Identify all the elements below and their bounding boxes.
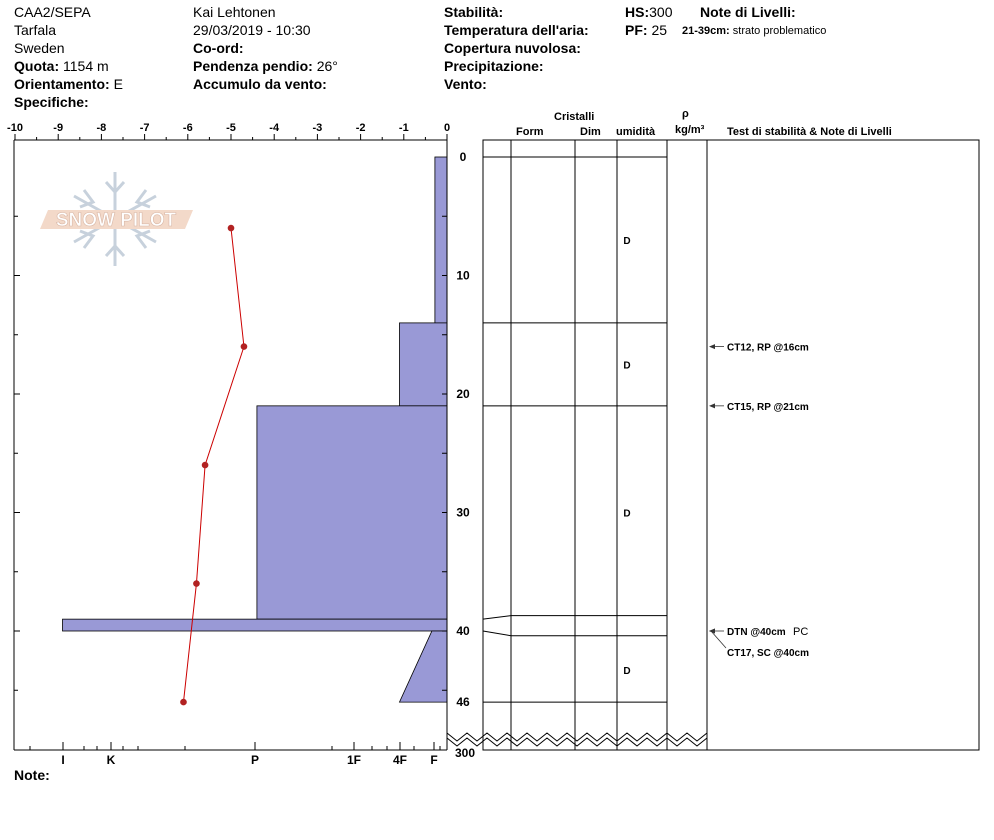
depth-tick-label: 20 [456,387,470,401]
moisture-value: D [623,666,631,678]
density-unit: kg/m³ [675,124,705,136]
country: Sweden [14,40,65,56]
moisture-header: umidità [616,126,656,138]
slope-value: 26° [316,58,338,74]
depth-tick-label: 30 [456,505,470,520]
hardness-label: P [250,753,260,767]
organization: CAA2/SEPA [14,4,91,20]
scale-break-line [447,733,707,741]
specifics-label: Specifiche: [14,94,89,110]
stability-test-label: CT15, RP @21cm [727,401,809,413]
depth-tick-label: 0 [459,150,467,164]
hardness-layer [399,631,447,702]
layer-note-text: strato problematico [732,25,827,37]
temp-tick-label: -8 [96,122,107,134]
observer: Kai Lehtonen [193,4,276,20]
stability-test-label: DTN @40cm [727,627,786,638]
hardness-label: 1F [346,753,362,767]
temperature-point [193,580,200,587]
hardness-layer [399,323,447,406]
wind-loading-label: Accumulo da vento: [193,76,327,92]
stability-test-label: CT12, RP @16cm [727,342,809,354]
hs-value: 300 [649,4,673,20]
temp-tick-label: -10 [7,122,23,134]
pf-value: 25 [651,22,668,38]
coords-label: Co-ord: [193,40,244,56]
hardness-layer [435,157,447,323]
stability-test-arrowhead [709,403,715,408]
wind-label: Vento: [444,76,487,92]
moisture-value: D [623,508,631,520]
scale-break-line [447,738,707,746]
form-header: Form [516,126,544,138]
datetime: 29/03/2019 - 10:30 [193,22,311,38]
depth-tick-label: 46 [456,695,470,710]
temp-tick-label: -4 [269,122,280,134]
location: Tarfala [14,22,57,38]
temp-tick-label: -1 [398,122,409,134]
slope-label: Pendenza pendio: [193,58,313,74]
air-temp-label: Temperatura dell'aria: [444,22,589,38]
moisture-value: D [623,235,631,247]
elevation-value: 1154 m [63,58,109,74]
elevation-label: Quota: [14,58,60,74]
temperature-point [241,343,248,350]
hardness-label: K [106,753,116,767]
layer-boundary-connector [483,631,511,636]
stability-test-arrow [711,631,726,648]
size-header: Dim [580,126,601,138]
aspect-value: E [113,76,123,92]
temp-tick-label: -3 [312,122,323,134]
tests-header: Test di stabilità & Note di Livelli [727,126,892,138]
temp-tick-label: -5 [226,122,236,134]
stability-label: Stabilità: [444,4,504,20]
hardness-label: 4F [392,753,408,767]
cloud-cover-label: Copertura nuvolosa: [444,40,581,56]
stability-test-extra: PC [793,626,809,638]
temp-tick-label: -7 [139,122,150,134]
pf-label: PF: [625,22,648,38]
hs-label: HS: [625,4,650,20]
stability-test-arrowhead [709,344,715,349]
density-symbol: ρ [682,108,689,120]
layer-notes-label: Note di Livelli: [700,4,796,20]
notes-label: Note: [14,767,50,783]
depth-tick-label: 10 [456,268,470,283]
hardness-label: F [430,753,438,767]
temp-tick-label: -2 [355,122,366,134]
layer-boundary-connector [483,616,511,620]
crystals-header: Cristalli [554,111,595,123]
hardness-layer [63,619,447,631]
temperature-point [228,225,235,232]
aspect-label: Orientamento: [14,76,110,92]
stability-test-label: CT17, SC @40cm [727,648,810,659]
precip-label: Precipitazione: [444,58,544,74]
layer-note-range: 21-39cm: [682,25,730,37]
hardness-layer [257,406,447,619]
watermark-text: SNOW PILOT [55,210,177,231]
temp-tick-label: 0 [443,122,451,134]
temp-tick-label: -6 [182,122,193,134]
depth-total-label: 300 [454,746,476,760]
temperature-point [202,462,209,469]
stability-test-arrowhead [709,629,715,634]
temperature-point [180,699,187,706]
depth-tick-label: 40 [456,624,470,638]
hardness-label: I [61,753,65,767]
temp-tick-label: -9 [53,122,64,134]
moisture-value: D [623,360,631,372]
